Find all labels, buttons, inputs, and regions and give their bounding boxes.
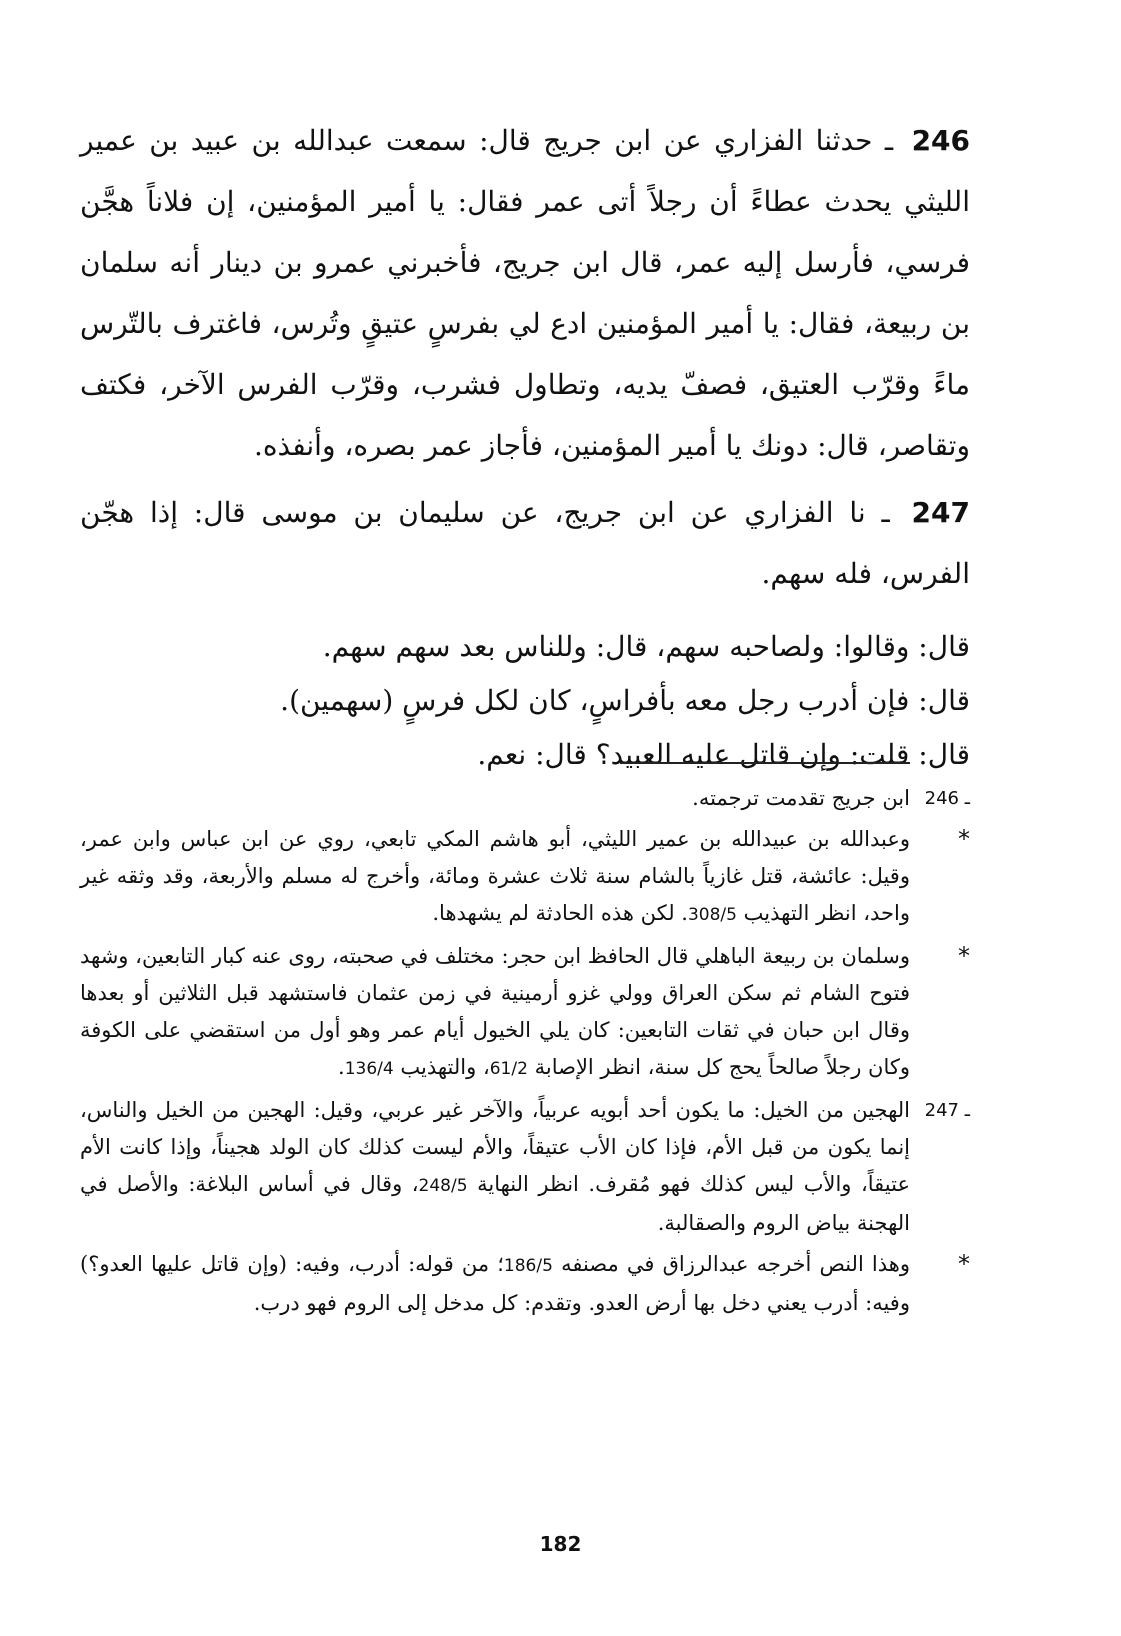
entry-number: 247 bbox=[911, 496, 970, 529]
footnotes bbox=[80, 780, 970, 1326]
entry-text: ـ نا الفزاري عن ابن جريج، عن سليمان بن موسى قال: إذا هجّن الفرس، فله سهم. bbox=[80, 496, 970, 590]
entry-247 bbox=[80, 482, 970, 604]
reference: 308/5 bbox=[687, 905, 737, 925]
footnote-marker: 246 ـ bbox=[924, 788, 970, 809]
footnote-divider bbox=[620, 762, 910, 764]
reference: 61/2 bbox=[489, 1059, 528, 1079]
footnote-marker: 247 ـ bbox=[924, 1100, 970, 1121]
reference: 248/5 bbox=[418, 1176, 468, 1196]
entry-text: ـ حدثنا الفزاري عن ابن جريج قال: سمعت عبدالله بن عبيد بن عمير الليثي يحدث عطاءً أن رجلاً أتى عمر فقال: يا أمير المؤمنين، إن فلاناً هجَّن فرسي، فأرسل إليه عمر، قال ابن جريج، فأخبرني عمرو بن دينار أنه سلمان بن ربيعة، فقال: يا أمير المؤمنين ادع لي بفرسٍ عتيقٍ وتُرس، فاغترف بالتّرس ماءً وقرّب العتيق، فصفّ يديه، وتطاول فشرب، وقرّب الفرس الآخر، فكتف وتقاصر، قال: دونك يا أمير المؤمنين، فأجاز عمر بصره، وأنفذه. bbox=[80, 124, 970, 462]
reference: 136/4 bbox=[344, 1059, 394, 1079]
entry-247-sublines bbox=[80, 610, 970, 782]
star-icon: * bbox=[958, 942, 970, 970]
footnote-246: 246 ـ ابن جريج تقدمت ترجمته. bbox=[80, 780, 970, 817]
page-number: 182 bbox=[539, 1532, 582, 1556]
reference: 186/5 bbox=[503, 1256, 553, 1276]
entry-number: 246 bbox=[911, 124, 971, 157]
footnote-246-salman: * وسلمان بن ربيعة الباهلي قال الحافظ ابن حجر: مختلف في صحبته، روى عنه كبار التابعين، وشهد فتوح الشام ثم سكن العراق وولي غزو أرمينية في زمن عثمان فاستشهد قبل الثلاثين أو بعدها وقال ابن حبان في ثقات التابعين: كان يلي الخيول أيام عمر وهو أول من استقضي على الكوفة وكان رجلاً صالحاً يحج كل سنة، انظر الإصابة 61/2، والتهذيب 136/4. bbox=[80, 938, 970, 1088]
footnote-247: 247 ـ الهجين من الخيل: ما يكون أحد أبويه عربياً، والآخر غير عربي، وقيل: الهجين من الخيل والناس، إنما يكون من قبل الأم، فإذا كان الأب عتيقاً، والأم ليست كذلك كان الولد هجيناً، وإذا كانت الأم عتيقاً، والأب ليس كذلك فهو مُقرف. انظر النهاية 248/5، وقال في أساس البلاغة: والأصل في الهجنة بياض الروم والصقالبة. bbox=[80, 1092, 970, 1242]
footnote-246-abdullah: * وعبدالله بن عبيدالله بن عمير الليثي، أبو هاشم المكي تابعي، روي عن ابن عباس وابن عمر، وقيل: عائشة، قتل غازياً بالشام سنة ثلاث عشرة ومائة، وأخرج له مسلم والأربعة، وقد وثقه غير واحد، انظر التهذيب 308/5. لكن هذه الحادثة لم يشهدها. bbox=[80, 821, 970, 934]
main-text bbox=[80, 110, 970, 782]
footnote-247-source: * وهذا النص أخرجه عبدالرزاق في مصنفه 186/5؛ من قوله: أدرب، وفيه: (وإن قاتل عليها العدو؟) وفيه: أدرب يعني دخل بها أرض العدو. وتقدم: كل مدخل إلى الروم فهو درب. bbox=[80, 1246, 970, 1322]
star-icon: * bbox=[958, 1250, 970, 1278]
subline: قال: قلت: وإن قاتل عليه العبيد؟ قال: نعم. bbox=[477, 738, 970, 771]
entry-246 bbox=[80, 110, 970, 476]
star-icon: * bbox=[958, 825, 970, 853]
subline: قال: وقالوا: ولصاحبه سهم، قال: وللناس بعد سهم سهم. bbox=[322, 630, 970, 663]
subline: قال: فإن أدرب رجل معه بأفراسٍ، كان لكل فرسٍ (سهمين). bbox=[280, 684, 970, 717]
